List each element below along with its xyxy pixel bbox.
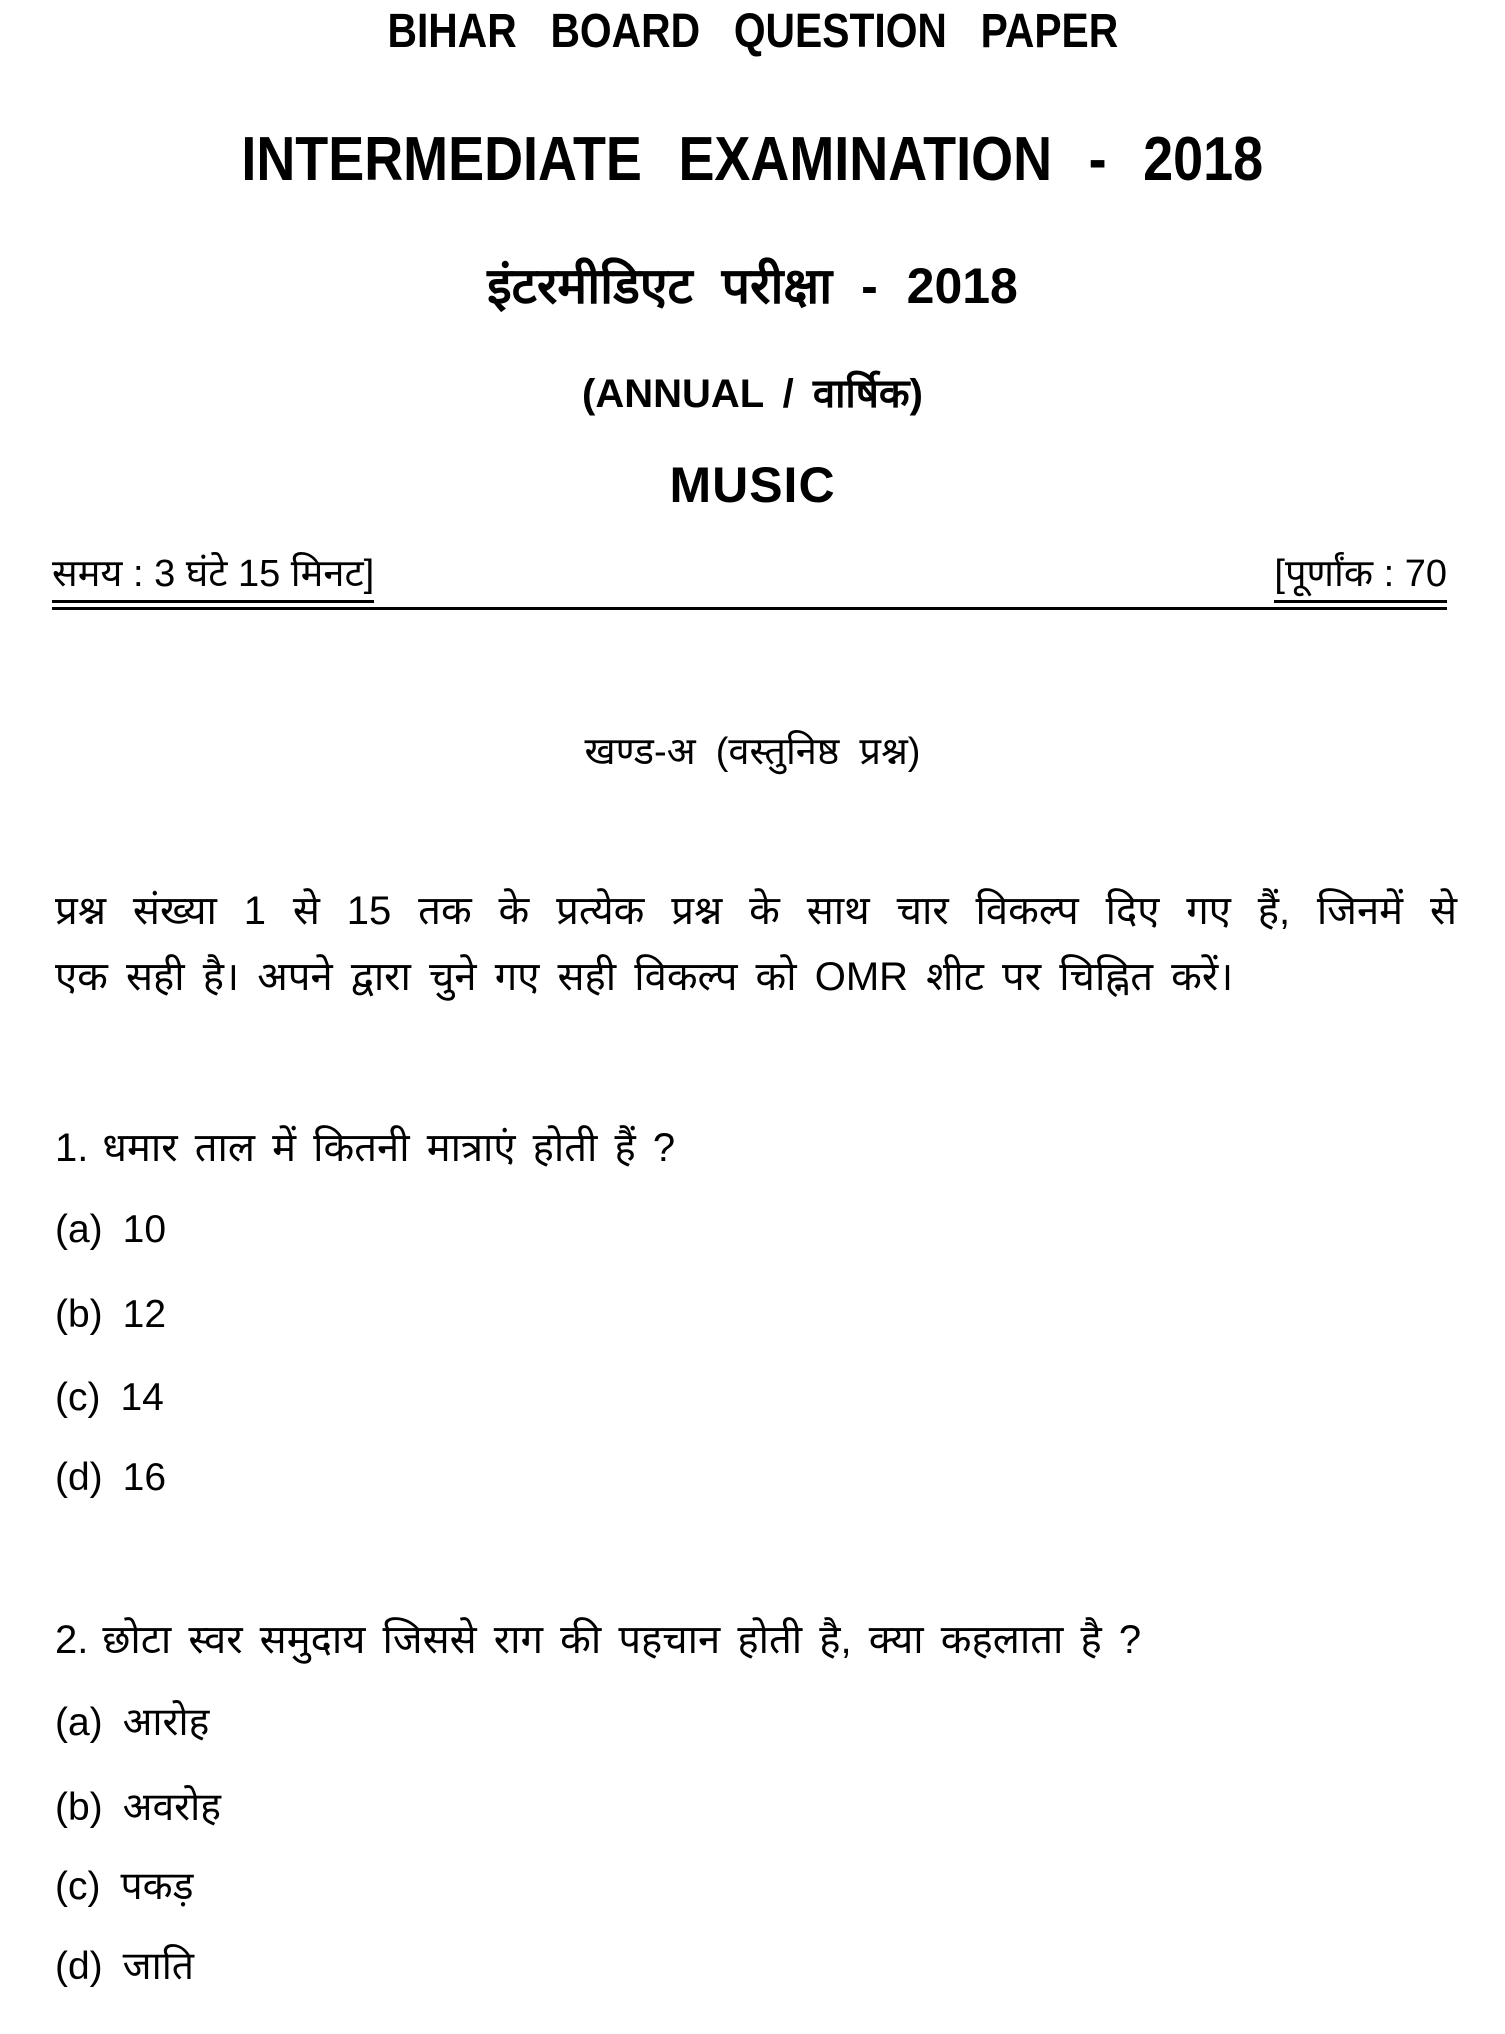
option-label: (b) <box>55 1786 103 1829</box>
option-label: (c) <box>55 1376 101 1419</box>
section-heading: खण्ड-अ (वस्तुनिष्ठ प्रश्न) <box>584 731 921 773</box>
question-2-option-b <box>55 1779 221 1832</box>
question-2-text: छोटा स्वर समुदाय जिससे राग की पहचान होती है, क्या कहलाता है ? <box>102 1618 1142 1662</box>
option-text: आरोह <box>122 1701 210 1744</box>
option-label: (a) <box>55 1701 103 1744</box>
option-label: (d) <box>55 1456 103 1499</box>
instructions-line-2: एक सही है। अपने द्वारा चुने गए सही विकल्प को OMR शीट पर चिह्नित करें। <box>55 955 1234 999</box>
question-1 <box>55 1118 1460 1173</box>
option-label: (a) <box>55 1208 103 1251</box>
question-2-number: 2. <box>55 1618 89 1662</box>
option-label: (b) <box>55 1293 103 1336</box>
option-text: 12 <box>122 1293 167 1336</box>
question-1-option-d <box>55 1456 166 1500</box>
subject-title: MUSIC <box>669 457 836 513</box>
option-label: (c) <box>55 1865 101 1908</box>
exam-meta-row <box>52 546 1447 610</box>
question-2-option-c <box>55 1858 193 1911</box>
option-text: 14 <box>120 1376 164 1419</box>
exam-title-text: INTERMEDIATE EXAMINATION - 2018 <box>241 125 1264 194</box>
question-1-text: धमार ताल में कितनी मात्राएं होती हैं ? <box>102 1126 676 1170</box>
option-text: 16 <box>122 1456 167 1499</box>
question-2-option-a <box>55 1694 209 1747</box>
exam-title-hindi: इंटरमीडिएट परीक्षा - 2018 <box>487 258 1018 314</box>
question-1-option-b <box>55 1293 166 1337</box>
question-2 <box>55 1610 1460 1665</box>
question-1-number: 1. <box>55 1126 89 1170</box>
option-label: (d) <box>55 1945 103 1988</box>
instructions <box>55 878 1457 1010</box>
option-text: जाति <box>122 1945 195 1988</box>
full-marks-label: [पूर्णांक : 70 <box>1274 546 1447 603</box>
option-text: अवरोह <box>122 1786 221 1829</box>
question-2-option-d <box>55 1938 194 1991</box>
session-subtitle: (ANNUAL / वार्षिक) <box>582 372 923 416</box>
question-1-option-a <box>55 1208 166 1252</box>
question-1-option-c <box>55 1376 164 1420</box>
instructions-line-1: प्रश्न संख्या 1 से 15 तक के प्रत्येक प्रश्न के साथ चार विकल्प दिए गए हैं, जिनमें से <box>55 889 1457 933</box>
board-title <box>0 4 1505 59</box>
exam-title <box>0 124 1505 195</box>
option-text: पकड़ <box>120 1865 194 1908</box>
option-text: 10 <box>122 1208 167 1251</box>
time-allowed-label: समय : 3 घंटे 15 मिनट] <box>52 546 374 603</box>
board-title-text: BIHAR BOARD QUESTION PAPER <box>387 5 1118 58</box>
